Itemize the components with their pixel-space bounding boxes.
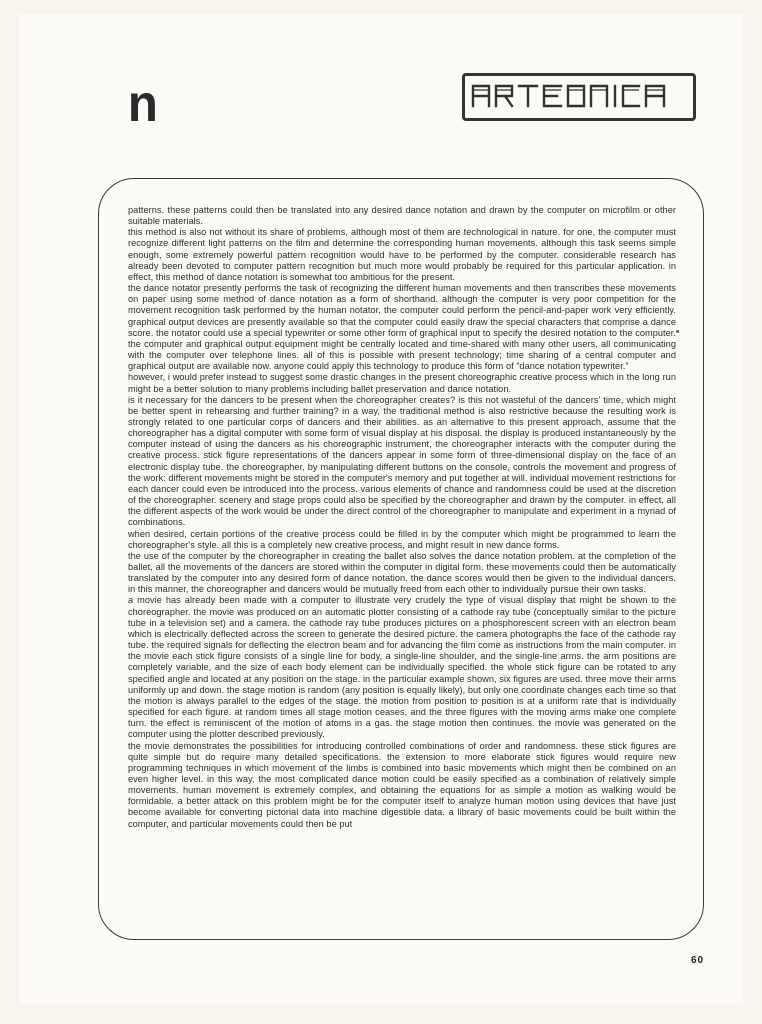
arteonica-logo-graphic <box>465 76 693 118</box>
paragraph: however, i would prefer instead to suggest some drastic changes in the present choreographic creative process which in the long run might be a better solution to many problems including ballet preservation and dance notation. <box>128 372 676 394</box>
paragraph: is it necessary for the dancers to be present when the choreographer creates? is this not wasteful of the dancers' time, which might be better spent in rehearsing and further training? in a way, the traditional method is also restrictive because the resulting work is strongly related to one particular corps of dancers and their abilities. as an alternative to this present approach, assume that the choreographer has a digital computer with some form of visual display at his disposal. the display is produced instantaneously by the computer instead of using the dancers as his choreographic instrument, the choreographer interacts with the computer during the creative process. stick figure representations of the dancers appear in some form of three-dimensional display on the face of an electronic display tube. the choreographer, by manipulating different buttons on the console, controls the movement and progress of the work: different movements might be stored in the computer's memory and put together at will. individual movement restrictions for each dancer could even be introduced into the process. various elements of chance and randomness could be used at the discretion of the choreographer. scenery and stage props could also be specified by the choreographer and drawn by the computer. in effect, all the different aspects of the work would be under the direct control of the choreographer to manipulate and experiment in a myriad of combinations. <box>128 394 676 528</box>
paragraph: when desired, certain portions of the creative process could be filled in by the computer which might be programmed to learn the choreographer's style. all this is a completely new creative process, and might result in new dance forms. <box>128 528 676 550</box>
paragraph: the use of the computer by the choreographer in creating the ballet also solves the dance notation problem. at the completion of the ballet, all the movements of the dancers are stored within the computer in digital form. these movements could then be automatically translated by the computer into any desired form of dance notation. the dance scores would then be given to the individual dancers. in this manner, the choreographer and dancers would be mutually freed from each other to individually pursue their own tasks. <box>128 550 676 595</box>
arteonica-logo <box>462 73 696 121</box>
margin-mark <box>676 330 679 333</box>
section-letter: n <box>127 75 158 133</box>
paragraph: this method is also not without its share of problems, although most of them are technological in nature. for one, the computer must recognize different light patterns on the film and determine the corresponding human movements. although this task seems simple enough, some extremely powerful pattern recognition would have to be performed by the computer. considerable research has already been devoted to computer pattern recognition but much more would probably be required for this particular application. in effect, this method of dance notation is somewhat too ambitious for the present. <box>128 227 676 282</box>
page-number: 60 <box>691 955 705 966</box>
paragraph: the movie demonstrates the possibilities for introducing controlled combinations of order and randomness. these stick figures are quite simple but do require many detailed specifications. the extension to more elaborate stick figures would require new programming techniques in which movement of the limbs is combined into basic movements which might then be combined on an even higher level. in this way, the most complicated dance motion could be easily specified as a combination of relatively simple movements. human movement is extremely complex, and obtaining the equations for as simple a motion as walking would be formidable. a better attack on this problem might be for the computer itself to analyze human motion using devices that have just become available for converting pictorial data into machine digestible data. a library of basic movements could be built within the computer, and particular movements could then be put <box>128 740 676 829</box>
article-body <box>128 205 676 905</box>
paragraph: patterns. these patterns could then be translated into any desired dance notation and drawn by the computer on microfilm or other suitable materials. <box>128 205 676 227</box>
paragraph: the dance notator presently performs the task of recognizing the different human movements and then transcribes these movements on paper using some method of dance notation as a form of shorthand. although the computer is very poor competition for the movement recognition task performed by the human notator, the computer could perform the pencil-and-paper work very efficiently. graphical output devices are presently available so that the computer could easily draw the special characters that comprise a dance score. the notator could use a special typewriter or some other form of graphical input to specify the desired notation to the computer. the computer and graphical output equipment might be centrally located and time-shared with many other users, all communicating with the computer over telephone lines. all of this is possible with present technology; time sharing of a central computer and graphical output are available now. anyone could apply this technology to produce this form of “dance notation typewriter.” <box>128 283 676 372</box>
paragraph: a movie has already been made with a computer to illustrate very crudely the type of visual display that might be shown to the choreographer. the movie was produced on an automatic plotter consisting of a cathode ray tube (conceptually similar to the picture tube in a television set) and a camera. the cathode ray tube produces pictures on a phosphorescent screen with an electron beam which is electrically deflected across the screen to generate the desired picture. the camera photographs the face of the cathode ray tube. the required signals for deflecting the electron beam and for advancing the film come as instructions from the main computer. in the movie each stick figure consists of a single line for body, a single-line shoulder, and the single-line arms. the arm positions are completely variable, and the size of each body element can be individually specified. the whole stick figure can be rotated to any specified angle and located at any position on the stage. in the particular example shown, six figures are used. three move their arms uniformly up and down. the stage motion is random (any position is equally likely), but only one coordinate changes each time so that the motion is always parallel to the edges of the stage. the motion from position to position is at a uniform rate that is individually specified for each figure. at random times all stage motion ceases, and the three figures with the moving arms make one complete turn. the effect is reminiscent of the motion of atoms in a gas. the stage motion then continues. the movie was generated on the computer using the plotter described previously. <box>128 595 676 740</box>
